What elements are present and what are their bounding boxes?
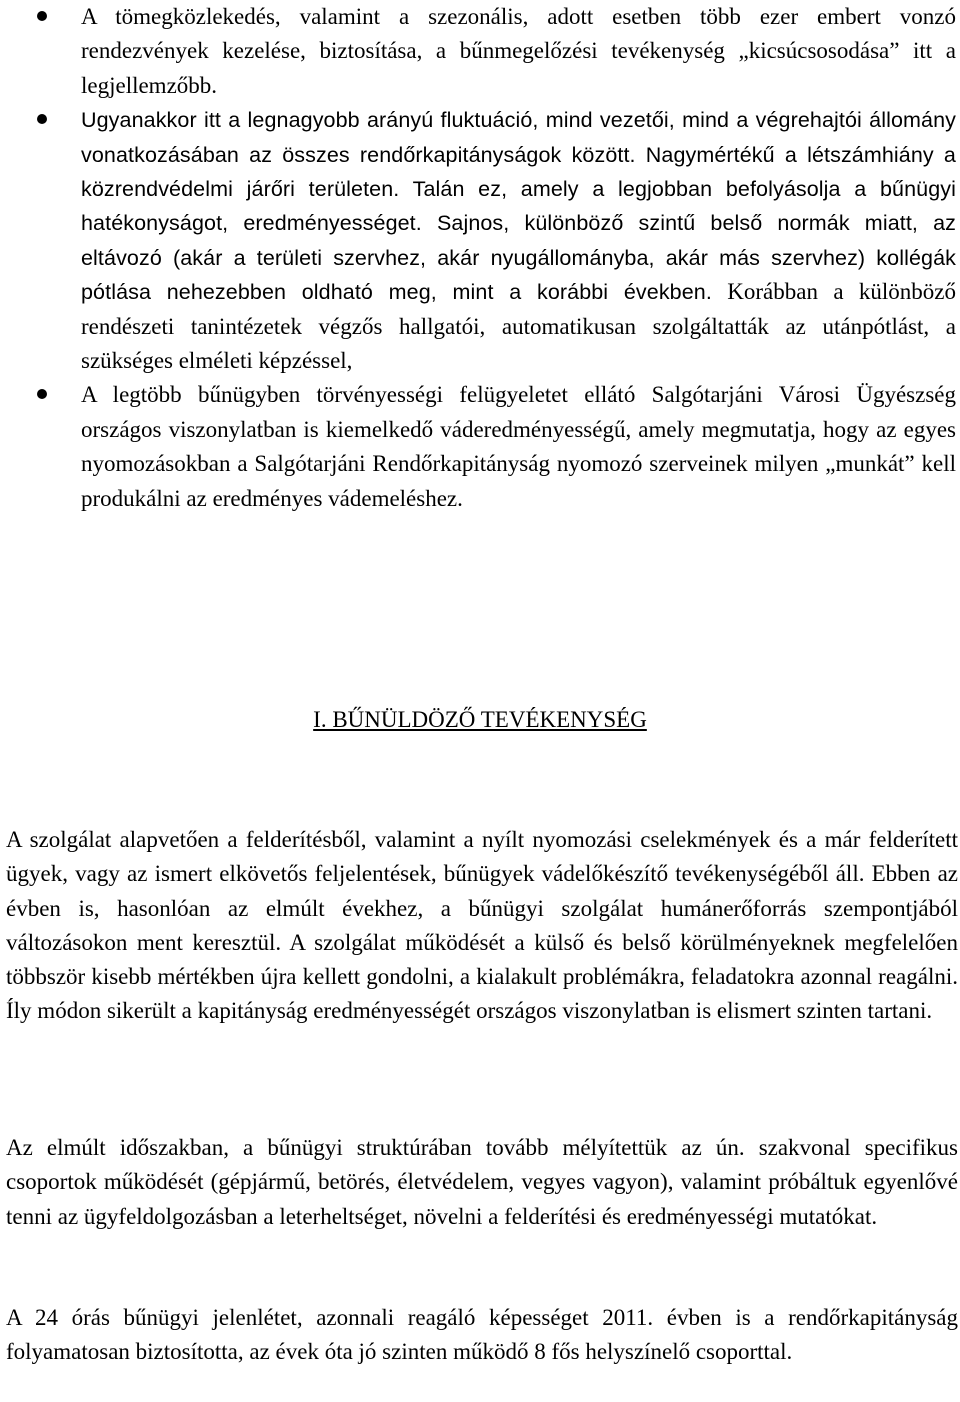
bullet-dot-icon <box>37 114 47 124</box>
section-heading: I. BŰNÜLDÖZŐ TEVÉKENYSÉG <box>313 707 647 732</box>
bullet-text-serif: Korábban a különböző rendészeti tanintézetek végzős hallgatói, automatikusan szolgáltatták az utánpótlást, a szükséges elméleti képzéssel, <box>81 279 956 374</box>
paragraph-24h-presence: A 24 órás bűnügyi jelenlétet, azonnali reagáló képességet 2011. évben is a rendőrkapitányság folyamatosan biztosította, az évek óta jó szinten működő 8 fős helyszínelő csoporttal. <box>6 1305 958 1365</box>
bullet-list <box>0 0 960 516</box>
bullet-text-sans: Ugyanakkor itt a legnagyobb arányú fluktuáció, mind vezetői, mind a végrehajtói állomány vonatkozásában az összes rendőrkapitányságok között. Nagymértékű a létszámhiány a közrendvédelmi járőri területen. Talán ez, amely a legjobban befolyásolja a bűnügyi hatékonyságot, eredményességet. Sajnos, különböző szintű belső normák miatt, az eltávozó (akár a területi szervhez, akár nyugállományba, akár más szervhez) kollégák pótlása nehezebben oldható meg, mint a korábbi években. <box>81 108 956 305</box>
bullet-item-prosecution <box>0 378 960 516</box>
paragraph-service-overview: A szolgálat alapvetően a felderítésből, valamint a nyílt nyomozási cselekmények és a már felderített ügyek, vagy az ismert elkövetős feljelentések, bűnügyek vádelőkészítő tevékenységéből áll. Ebben az évben is, hasonlóan az elmúlt évekhez, a bűnügyi szolgálat humánerőforrás szempontjából változásokon ment keresztül. A szolgálat működését a külső és belső körülményeknek megfelelően többször kisebb mértékben újra kellett gondolni, a kialakult problémákra, feladatokra azonnal reagálni. Íly módon sikerült a kapitányság eredményességét országos viszonylatban is elismert szinten tartani. <box>6 827 958 1024</box>
bullet-item-fluctuation <box>0 103 960 378</box>
bullet-item-events <box>0 0 960 103</box>
bullet-dot-icon <box>37 389 47 399</box>
bullet-dot-icon <box>37 11 47 21</box>
bullet-text: A legtöbb bűnügyben törvényességi felügyeletet ellátó Salgótarjáni Városi Ügyészség országos viszonylatban is kiemelkedő váderedményességű, amely megmutatja, hogy az egyes nyomozásokban a Salgótarjáni Rendőrkapitányság nyomozó szerveinek milyen „munkát” kell produkálni az eredményes vádemeléshez. <box>81 382 956 511</box>
paragraph-structure: Az elmúlt időszakban, a bűnügyi struktúrában tovább mélyítettük az ún. szakvonal specifikus csoportok működését (gépjármű, betörés, életvédelem, vegyes vagyon), valamint próbáltuk egyenlővé tenni az ügyfeldolgozásban a leterheltséget, növelni a felderítési és eredményességi mutatókat. <box>6 1135 958 1229</box>
bullet-text: A tömegközlekedés, valamint a szezonális, adott esetben több ezer embert vonzó rendezvények kezelése, biztosítása, a bűnmegelőzési tevékenység „kicsúcsosodása” itt a legjellemzőbb. <box>81 4 956 98</box>
